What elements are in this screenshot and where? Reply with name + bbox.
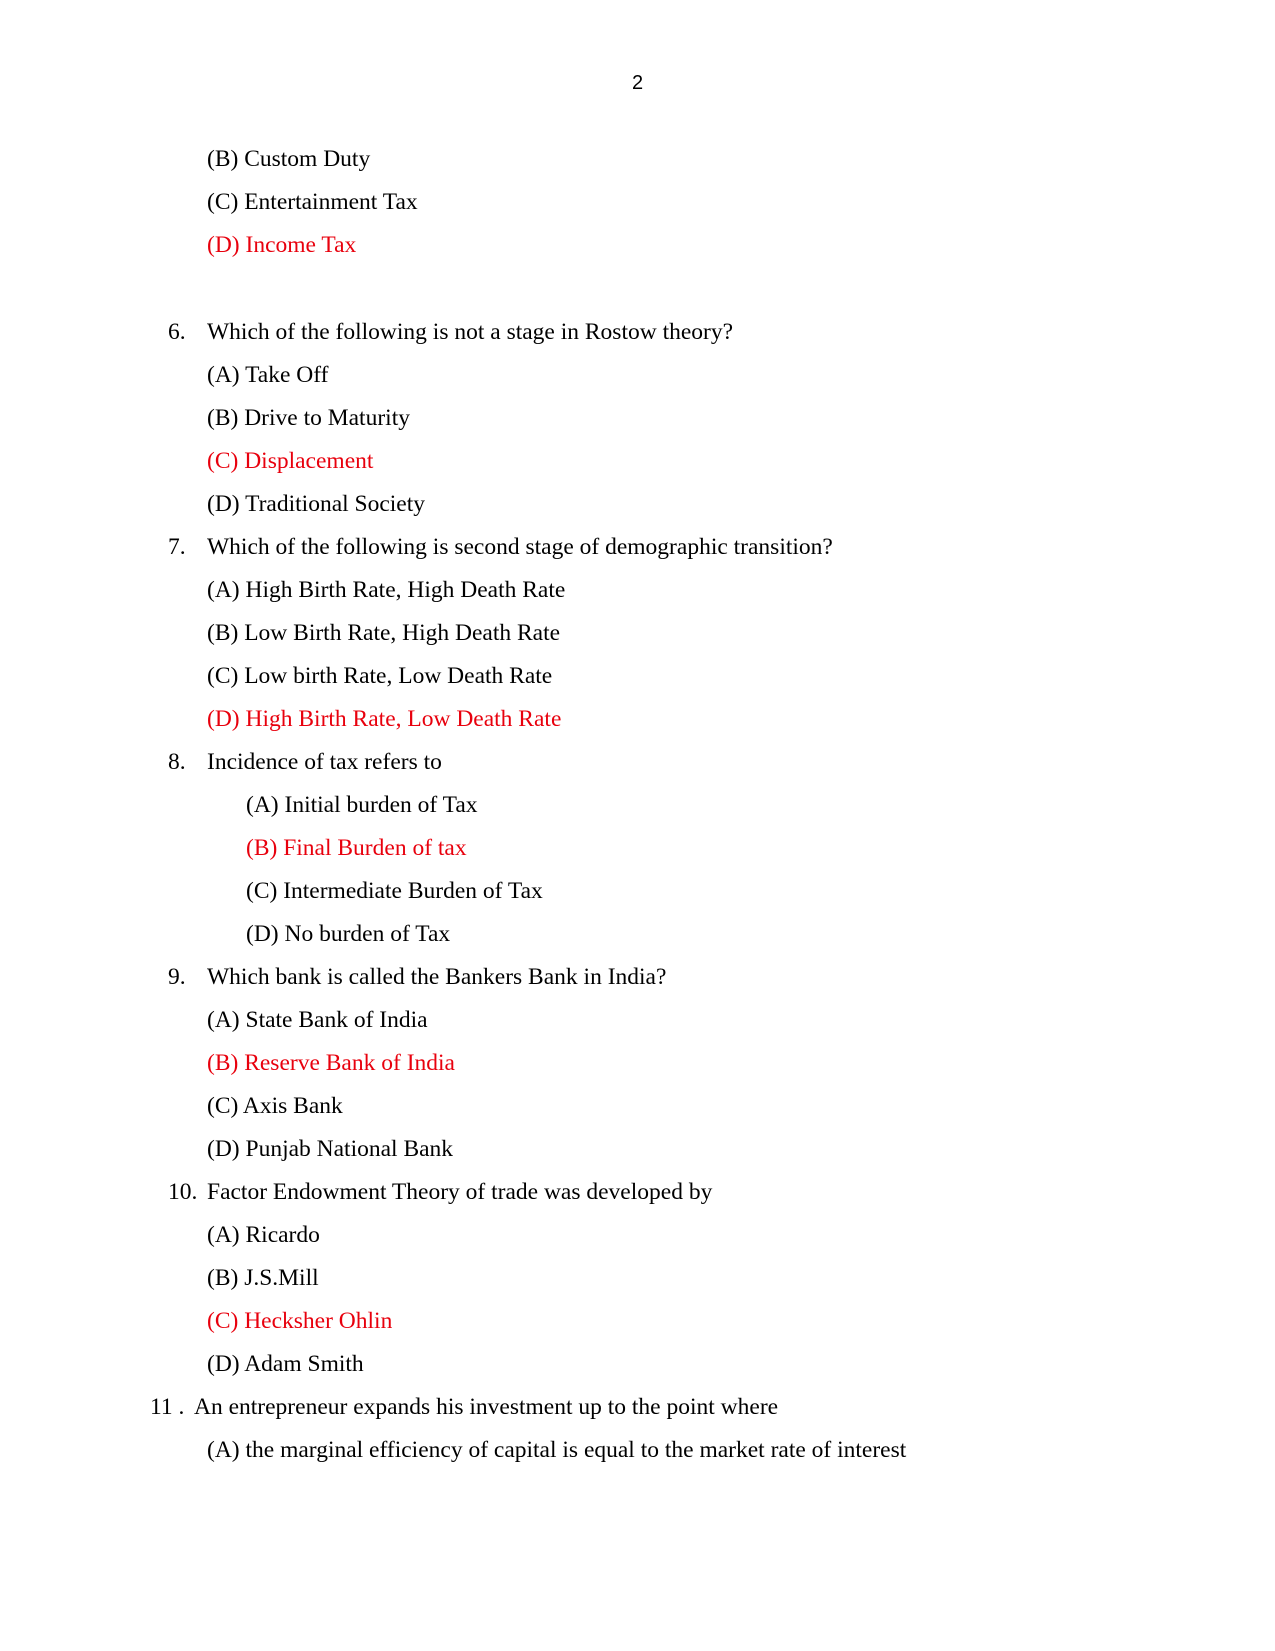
option-9d bbox=[0, 1128, 1275, 1171]
option-label: (B) J.S.Mill bbox=[207, 1265, 319, 1291]
option-8b-correct-answer bbox=[0, 827, 1275, 870]
option-11a bbox=[0, 1429, 1275, 1472]
option-label: (C) Intermediate Burden of Tax bbox=[246, 878, 543, 904]
option-6a bbox=[0, 354, 1275, 397]
option-9b-correct-answer bbox=[0, 1042, 1275, 1085]
option-label: (C) Hecksher Ohlin bbox=[207, 1308, 393, 1334]
question-number: 7. bbox=[168, 534, 186, 560]
question-list bbox=[0, 138, 1275, 1472]
option-10a bbox=[0, 1214, 1275, 1257]
option-10d bbox=[0, 1343, 1275, 1386]
option-5d-correct-answer bbox=[0, 224, 1275, 267]
question-text: Which bank is called the Bankers Bank in India? bbox=[207, 964, 667, 990]
option-10b bbox=[0, 1257, 1275, 1300]
question-text: Incidence of tax refers to bbox=[207, 749, 442, 775]
option-label: (B) Drive to Maturity bbox=[207, 405, 410, 431]
question-number: 9. bbox=[168, 964, 186, 990]
option-label: (D) No burden of Tax bbox=[246, 921, 451, 947]
question-text: Factor Endowment Theory of trade was developed by bbox=[207, 1179, 713, 1205]
option-label: (A) State Bank of India bbox=[207, 1007, 428, 1033]
option-8a bbox=[0, 784, 1275, 827]
question-7 bbox=[0, 526, 1275, 569]
option-6d bbox=[0, 483, 1275, 526]
option-label: (A) Take Off bbox=[207, 362, 329, 388]
option-label: (D) Traditional Society bbox=[207, 491, 426, 517]
option-7c bbox=[0, 655, 1275, 698]
question-9 bbox=[0, 956, 1275, 999]
option-10c-correct-answer bbox=[0, 1300, 1275, 1343]
question-text: An entrepreneur expands his investment up to the point where bbox=[194, 1394, 779, 1420]
option-label: (A) High Birth Rate, High Death Rate bbox=[207, 577, 566, 603]
option-7b bbox=[0, 612, 1275, 655]
option-label: (C) Displacement bbox=[207, 448, 374, 474]
question-text: Which of the following is second stage of demographic transition? bbox=[207, 534, 833, 560]
page-number: 2 bbox=[631, 72, 644, 94]
option-label: (D) Punjab National Bank bbox=[207, 1136, 454, 1162]
option-label: (A) the marginal efficiency of capital is equal to the market rate of interest bbox=[207, 1437, 907, 1463]
option-7a bbox=[0, 569, 1275, 612]
question-8 bbox=[0, 741, 1275, 784]
question-10 bbox=[0, 1171, 1275, 1214]
option-label: (B) Reserve Bank of India bbox=[207, 1050, 455, 1076]
option-label: (D) Income Tax bbox=[207, 232, 357, 258]
option-label: (A) Ricardo bbox=[207, 1222, 320, 1248]
option-label: (A) Initial burden of Tax bbox=[246, 792, 478, 818]
question-number: 8. bbox=[168, 749, 186, 775]
option-label: (C) Low birth Rate, Low Death Rate bbox=[207, 663, 553, 689]
option-7d-correct-answer bbox=[0, 698, 1275, 741]
option-5c bbox=[0, 181, 1275, 224]
option-label: (D) High Birth Rate, Low Death Rate bbox=[207, 706, 562, 732]
option-9c bbox=[0, 1085, 1275, 1128]
question-number: 10. bbox=[168, 1179, 198, 1205]
question-number: 11 . bbox=[150, 1394, 185, 1420]
option-label: (C) Axis Bank bbox=[207, 1093, 343, 1119]
question-number: 6. bbox=[168, 319, 186, 345]
option-6c-correct-answer bbox=[0, 440, 1275, 483]
option-label: (C) Entertainment Tax bbox=[207, 189, 418, 215]
option-label: (B) Custom Duty bbox=[207, 146, 371, 172]
question-11 bbox=[0, 1386, 1275, 1429]
question-6 bbox=[0, 311, 1275, 354]
option-label: (B) Final Burden of tax bbox=[246, 835, 467, 861]
question-text: Which of the following is not a stage in Rostow theory? bbox=[207, 319, 734, 345]
spacer bbox=[0, 267, 1275, 311]
option-8c bbox=[0, 870, 1275, 913]
option-5b bbox=[0, 138, 1275, 181]
option-9a bbox=[0, 999, 1275, 1042]
option-8d bbox=[0, 913, 1275, 956]
option-label: (D) Adam Smith bbox=[207, 1351, 364, 1377]
option-6b bbox=[0, 397, 1275, 440]
option-label: (B) Low Birth Rate, High Death Rate bbox=[207, 620, 561, 646]
